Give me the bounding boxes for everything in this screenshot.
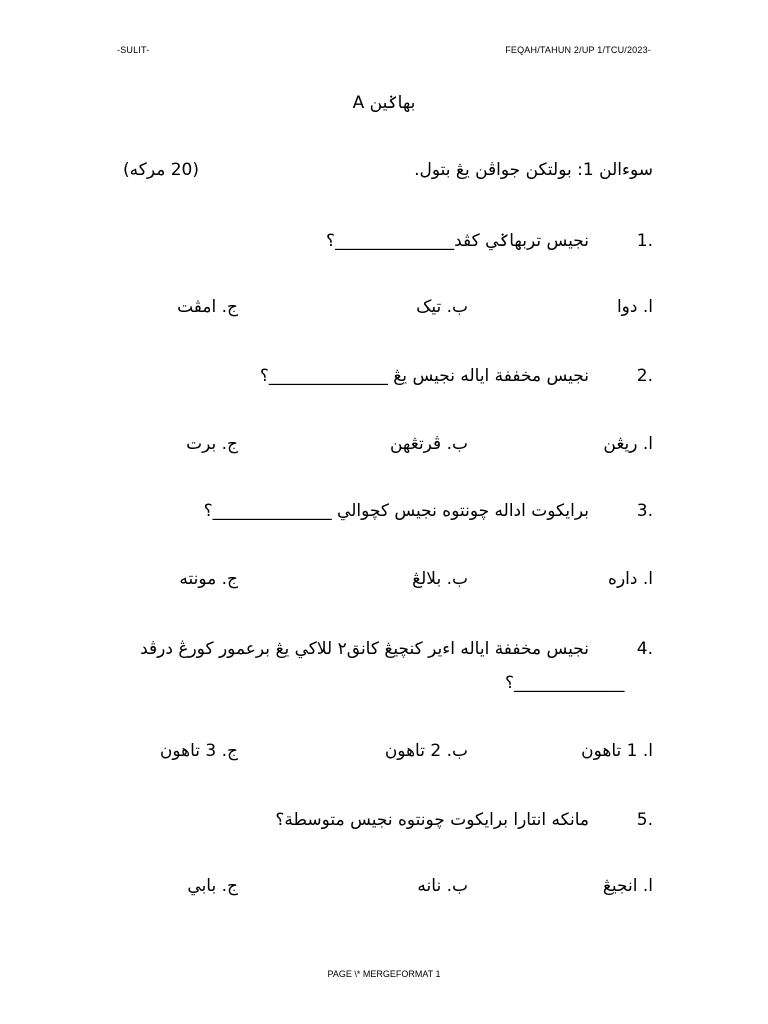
q5-option-a: ا. انجيڠ	[602, 876, 653, 896]
q1-option-c: ج. امڤت	[177, 297, 238, 317]
q3-option-a: ا. داره	[608, 569, 653, 589]
header-right: FEQAH/TAHUN 2/UP 1/TCU/2023-	[505, 45, 651, 55]
question-4-number: 4.	[636, 639, 653, 659]
question-5-text: مانکه انتارا برايکوت چونتوه نجيس متوسطة؟	[275, 810, 589, 830]
q4-option-c: ج. 3 تاهون	[159, 741, 238, 761]
question-3-number: 3.	[636, 501, 653, 521]
question-3	[204, 501, 653, 521]
question-1-number: 1.	[636, 231, 653, 251]
q1-option-a: ا. دوا	[616, 297, 653, 317]
q4-option-b: ب. 2 تاهون	[384, 741, 468, 761]
q5-option-c: ج. بابي	[187, 876, 238, 896]
q2-option-b: ب. ڤرتڠهن	[389, 434, 468, 454]
header-left: -SULIT-	[117, 45, 150, 55]
q1-option-b: ب. تيک	[416, 297, 468, 317]
question-3-text: برايکوت اداله چونتوه نجيس کچوالي ______________؟	[203, 501, 589, 521]
page-footer: PAGE \* MERGEFORMAT 1	[327, 969, 441, 979]
question-1-text: نجيس تربهاݢي کڤد______________؟	[326, 231, 589, 251]
section-title: بهاݢين A	[352, 93, 416, 113]
question-2-number: 2.	[636, 366, 653, 386]
q2-option-a: ا. ريڠن	[603, 434, 653, 454]
question-1	[326, 230, 653, 251]
q3-option-c: ج. مونته	[179, 569, 238, 589]
q3-option-b: ب. بلالڠ	[412, 569, 468, 589]
question-4	[140, 639, 653, 659]
question-4-text-continued: _____________؟	[505, 673, 625, 693]
question-4-text: نجيس مخففة اياله اءير کنچيڠ کانق٢ للاکي يڠ برعمور کورڠ درڤد	[140, 639, 589, 659]
instruction-text: سوءالن 1: بولتکن جواڤن يڠ بتول.	[414, 160, 653, 180]
q5-option-b: ب. نانه	[417, 876, 468, 896]
q2-option-c: ج. برت	[186, 434, 238, 454]
question-5-number: 5.	[636, 810, 653, 830]
instruction-marks: (20 مرکه)	[123, 160, 200, 180]
question-2	[260, 366, 653, 386]
question-2-text: نجيس مخففة اياله نجيس يڠ ______________؟	[259, 366, 589, 386]
q4-option-a: ا. 1 تاهون	[581, 741, 653, 761]
question-5	[275, 810, 653, 830]
